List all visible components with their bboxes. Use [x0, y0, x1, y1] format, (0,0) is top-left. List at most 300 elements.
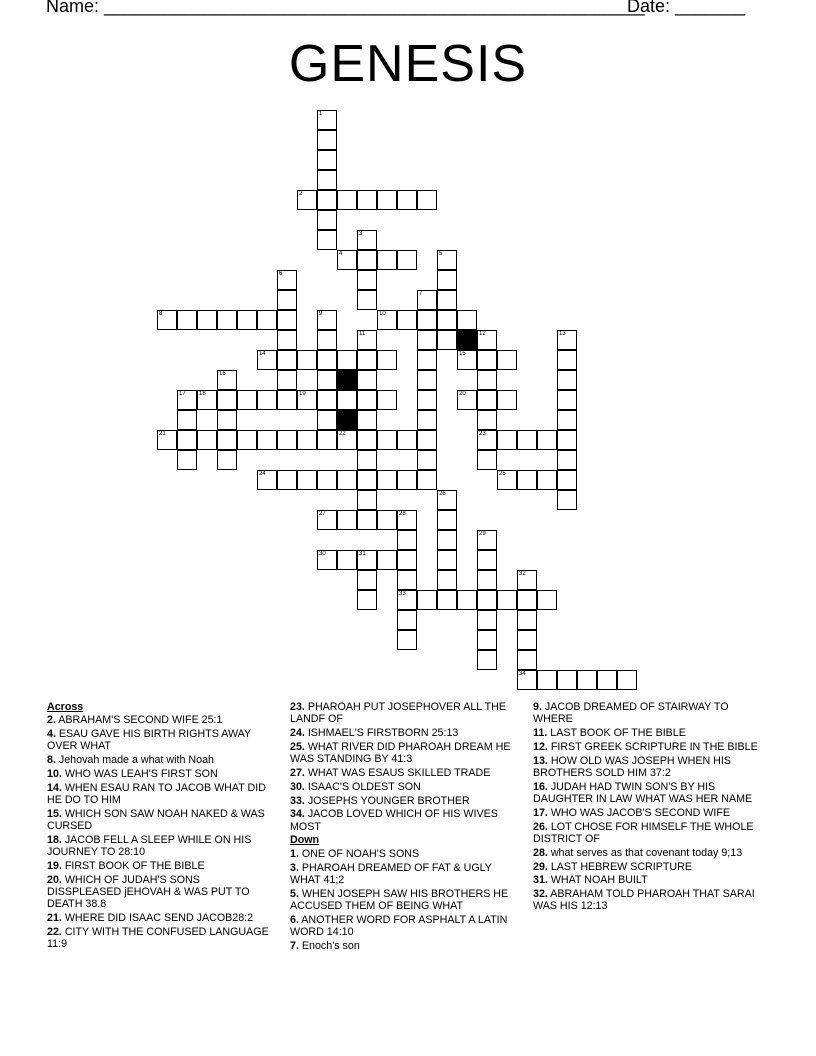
grid-cell[interactable] — [557, 330, 577, 350]
clue-number: 28. — [533, 846, 548, 859]
grid-cell[interactable] — [477, 450, 497, 470]
grid-cell[interactable] — [357, 570, 377, 590]
clue-text: ONE OF NOAH'S SONS — [298, 847, 420, 860]
clue-number: 3. — [290, 861, 299, 874]
clue-text: WHICH OF JUDAH'S SONS DISSPLEASED jEHOVAH & WAS PUT TO DEATH 38.8 — [47, 873, 250, 911]
cell-number: 18 — [199, 391, 206, 397]
clue-number: 19. — [47, 860, 62, 873]
grid-cell[interactable] — [377, 250, 397, 270]
grid-cell[interactable] — [437, 590, 457, 610]
clue-text: WHEN ESAU RAN TO JACOB WHAT DID HE DO TO HIM — [47, 781, 266, 807]
clue-number: 11. — [533, 727, 548, 740]
cell-number: 33 — [399, 591, 406, 597]
grid-cell[interactable] — [317, 330, 337, 350]
grid-cell[interactable] — [217, 430, 237, 450]
clue-number: 12. — [533, 740, 548, 753]
cell-number: 1 — [319, 111, 323, 117]
grid-cell[interactable] — [357, 410, 377, 430]
cell-number: 6 — [279, 271, 283, 277]
grid-cell[interactable] — [297, 190, 317, 210]
clue-number: 15. — [47, 807, 62, 820]
name-field[interactable]: Name: ______________________________________________________ — [46, 0, 645, 16]
cell-number: 22 — [339, 431, 346, 437]
cell-number: 32 — [519, 571, 526, 577]
cell-number: 19 — [299, 391, 306, 397]
clue-column-2 — [290, 701, 520, 954]
grid-cell[interactable] — [397, 570, 417, 590]
cell-number: 21 — [159, 431, 166, 437]
grid-cell[interactable] — [477, 590, 497, 610]
clue-item — [47, 808, 277, 833]
grid-cell[interactable] — [397, 250, 417, 270]
grid-cell[interactable] — [417, 410, 437, 430]
grid-cell[interactable] — [317, 230, 337, 250]
cell-number: 20 — [459, 391, 466, 397]
cell-number: 34 — [519, 671, 526, 677]
grid-cell[interactable] — [277, 330, 297, 350]
grid-cell[interactable] — [257, 310, 277, 330]
grid-cell[interactable] — [557, 390, 577, 410]
grid-cell[interactable] — [357, 370, 377, 390]
grid-cell[interactable] — [357, 350, 377, 370]
clue-text: ANOTHER WORD FOR ASPHALT A LATIN WORD 14:10 — [290, 913, 508, 939]
cell-number: 10 — [379, 311, 386, 317]
clue-item — [47, 834, 277, 859]
grid-cell[interactable] — [357, 190, 377, 210]
clue-number: 10. — [47, 767, 62, 780]
grid-cell[interactable] — [177, 450, 197, 470]
clue-number: 20. — [47, 873, 62, 886]
grid-cell[interactable] — [357, 250, 377, 270]
grid-cell[interactable] — [177, 430, 197, 450]
clue-text: WHAT NOAH BUILT — [547, 874, 648, 887]
clue-text: Enoch's son — [298, 939, 360, 952]
grid-cell[interactable] — [337, 430, 357, 450]
cell-number: 26 — [439, 491, 446, 497]
grid-cell[interactable] — [237, 430, 257, 450]
grid-cell[interactable] — [257, 350, 277, 370]
grid-cell[interactable] — [397, 430, 417, 450]
clue-item — [533, 741, 763, 753]
grid-cell[interactable] — [357, 590, 377, 610]
grid-cell[interactable] — [277, 370, 297, 390]
clue-number: 16. — [533, 780, 548, 793]
clue-item — [290, 767, 520, 779]
grid-cell[interactable] — [357, 470, 377, 490]
cell-number: 17 — [179, 391, 186, 397]
clue-number: 31. — [533, 874, 548, 887]
grid-cell[interactable] — [557, 430, 577, 450]
clue-number: 4. — [47, 728, 56, 741]
grid-cell[interactable] — [417, 350, 437, 370]
grid-cell[interactable] — [277, 430, 297, 450]
grid-cell[interactable] — [377, 350, 397, 370]
grid-cell[interactable] — [537, 590, 557, 610]
grid-cell[interactable] — [597, 670, 617, 690]
grid-cell[interactable] — [297, 470, 317, 490]
grid-cell[interactable] — [317, 410, 337, 430]
grid-cell[interactable] — [477, 630, 497, 650]
grid-cell[interactable] — [477, 650, 497, 670]
clue-item — [47, 782, 277, 807]
clue-number: 23. — [290, 701, 305, 713]
cell-number: 13 — [559, 331, 566, 337]
grid-cell[interactable] — [217, 410, 237, 430]
clue-item — [290, 914, 520, 939]
clue-item — [533, 781, 763, 806]
cell-number: 8 — [159, 311, 163, 317]
grid-cell[interactable] — [477, 350, 497, 370]
grid-cell[interactable] — [257, 430, 277, 450]
clue-number: 18. — [47, 833, 62, 846]
grid-cell[interactable] — [437, 290, 457, 310]
grid-cell[interactable] — [517, 670, 537, 690]
grid-cell[interactable] — [357, 290, 377, 310]
date-field[interactable]: Date: _______ — [627, 0, 746, 16]
grid-cell[interactable] — [337, 350, 357, 370]
grid-cell[interactable] — [557, 350, 577, 370]
grid-cell[interactable] — [317, 470, 337, 490]
clue-text: JACOB FELL A SLEEP WHILE ON HIS JOURNEY TO 28:10 — [47, 833, 252, 859]
grid-cell[interactable] — [477, 530, 497, 550]
cell-number: 25 — [499, 471, 506, 477]
cell-number: 23 — [479, 431, 486, 437]
clue-text: PHAROAH DREAMED OF FAT & UGLY WHAT 41;2 — [290, 861, 492, 886]
grid-cell[interactable] — [177, 390, 197, 410]
grid-cell[interactable] — [277, 350, 297, 370]
clue-number: 2. — [47, 714, 56, 727]
grid-cell[interactable] — [437, 270, 457, 290]
clue-number: 32. — [533, 888, 548, 901]
clue-text: HOW OLD WAS JOSEPH WHEN HIS BROTHERS SOLD HIM 37:2 — [533, 754, 731, 779]
clue-item — [533, 888, 763, 913]
grid-cell[interactable] — [537, 670, 557, 690]
page-title: GENESIS — [288, 35, 528, 93]
grid-cell[interactable] — [517, 630, 537, 650]
clue-item — [290, 781, 520, 793]
grid-cell[interactable] — [417, 330, 437, 350]
grid-cell[interactable] — [177, 410, 197, 430]
grid-cell[interactable] — [337, 510, 357, 530]
grid-cell[interactable] — [337, 470, 357, 490]
grid-cell[interactable] — [397, 590, 417, 610]
grid-cell[interactable] — [417, 370, 437, 390]
clue-text: LOT CHOSE FOR HIMSELF THE WHOLE DISTRICT OF — [533, 820, 754, 845]
grid-cell[interactable] — [497, 470, 517, 490]
grid-cell[interactable] — [437, 530, 457, 550]
blocked-cell — [457, 330, 477, 350]
grid-cell[interactable] — [477, 430, 497, 450]
grid-cell[interactable] — [157, 310, 177, 330]
clue-text: WHERE DID ISAAC SEND JACOB28:2 — [61, 912, 254, 925]
grid-cell[interactable] — [417, 590, 437, 610]
grid-cell[interactable] — [357, 550, 377, 570]
grid-cell[interactable] — [317, 510, 337, 530]
grid-cell[interactable] — [557, 490, 577, 510]
cell-number: 30 — [319, 551, 326, 557]
grid-cell[interactable] — [237, 310, 257, 330]
grid-cell[interactable] — [317, 190, 337, 210]
cell-number: 31 — [359, 551, 366, 557]
grid-cell[interactable] — [377, 390, 397, 410]
down-heading: Down — [290, 834, 320, 847]
clue-text: LAST BOOK OF THE BIBLE — [547, 727, 686, 740]
grid-cell[interactable] — [397, 530, 417, 550]
grid-cell[interactable] — [357, 450, 377, 470]
grid-cell[interactable] — [437, 250, 457, 270]
grid-cell[interactable] — [317, 310, 337, 330]
clue-text: WHO WAS JACOB'S SECOND WIFE — [547, 806, 731, 819]
grid-cell[interactable] — [357, 430, 377, 450]
grid-cell[interactable] — [377, 430, 397, 450]
clue-item — [47, 874, 277, 911]
clue-number: 21. — [47, 912, 62, 925]
clue-number: 17. — [533, 806, 548, 819]
clue-number: 7. — [290, 939, 299, 952]
grid-cell[interactable] — [357, 390, 377, 410]
clue-item — [533, 861, 763, 873]
grid-cell[interactable] — [417, 470, 437, 490]
cell-number: 28 — [399, 511, 406, 517]
grid-cell[interactable] — [457, 350, 477, 370]
grid-cell[interactable] — [437, 550, 457, 570]
grid-cell[interactable] — [457, 590, 477, 610]
clue-item — [47, 926, 277, 951]
grid-cell[interactable] — [217, 310, 237, 330]
grid-cell[interactable] — [317, 110, 337, 130]
clue-text: PHAROAH PUT JOSEPHOVER ALL THE LANDF OF — [290, 701, 506, 726]
grid-cell[interactable] — [477, 370, 497, 390]
grid-cell[interactable] — [277, 310, 297, 330]
grid-cell[interactable] — [397, 610, 417, 630]
grid-cell[interactable] — [517, 610, 537, 630]
grid-cell[interactable] — [497, 430, 517, 450]
cell-number: 9 — [319, 311, 323, 317]
cell-number: 16 — [219, 371, 226, 377]
grid-cell[interactable] — [337, 250, 357, 270]
clue-text: WHAT RIVER DID PHAROAH DREAM HE WAS STANDING BY 41:3 — [290, 740, 511, 766]
grid-cell[interactable] — [377, 190, 397, 210]
clue-number: 14. — [47, 781, 62, 794]
grid-cell[interactable] — [497, 350, 517, 370]
grid-cell[interactable] — [217, 390, 237, 410]
cell-number: 7 — [419, 291, 423, 297]
grid-cell[interactable] — [557, 470, 577, 490]
clue-number: 24. — [290, 727, 305, 740]
grid-cell[interactable] — [217, 450, 237, 470]
grid-cell[interactable] — [317, 350, 337, 370]
grid-cell[interactable] — [237, 390, 257, 410]
clue-text: ABRAHAM TOLD PHAROAH THAT SARAI WAS HIS 12:13 — [533, 888, 755, 913]
clue-number: 26. — [533, 820, 548, 833]
grid-cell[interactable] — [437, 570, 457, 590]
grid-cell[interactable] — [177, 310, 197, 330]
cell-number: 3 — [359, 231, 363, 237]
clue-text: LAST HEBREW SCRIPTURE — [547, 860, 692, 873]
grid-cell[interactable] — [477, 330, 497, 350]
clue-text: WHAT WAS ESAUS SKILLED TRADE — [304, 766, 491, 779]
clue-item — [533, 755, 763, 780]
blocked-cell — [337, 370, 357, 390]
grid-cell[interactable] — [197, 390, 217, 410]
clue-number: 30. — [290, 780, 305, 793]
grid-cell[interactable] — [377, 510, 397, 530]
clue-item — [290, 701, 520, 726]
grid-cell[interactable] — [557, 450, 577, 470]
grid-cell[interactable] — [297, 430, 317, 450]
clue-item — [533, 847, 763, 859]
grid-cell[interactable] — [437, 510, 457, 530]
clue-number: 13. — [533, 754, 548, 767]
grid-cell[interactable] — [457, 390, 477, 410]
grid-cell[interactable] — [517, 650, 537, 670]
clue-item — [533, 874, 763, 886]
grid-cell[interactable] — [557, 370, 577, 390]
grid-cell[interactable] — [357, 510, 377, 530]
grid-cell[interactable] — [337, 550, 357, 570]
grid-cell[interactable] — [397, 470, 417, 490]
clue-item — [290, 888, 520, 913]
across-heading: Across — [47, 701, 84, 713]
grid-cell[interactable] — [357, 490, 377, 510]
grid-cell[interactable] — [517, 570, 537, 590]
grid-cell[interactable] — [297, 390, 317, 410]
grid-cell[interactable] — [297, 350, 317, 370]
grid-cell[interactable] — [317, 130, 337, 150]
grid-cell[interactable] — [317, 390, 337, 410]
grid-cell[interactable] — [357, 230, 377, 250]
clue-text: ISAAC'S OLDEST SON — [304, 780, 421, 793]
grid-cell[interactable] — [517, 590, 537, 610]
clue-text: WHEN JOSEPH SAW HIS BROTHERS HE ACCUSED THEM OF BEING WHAT — [290, 887, 509, 912]
clue-item — [290, 862, 520, 887]
grid-cell[interactable] — [417, 190, 437, 210]
grid-cell[interactable] — [397, 310, 417, 330]
grid-cell[interactable] — [437, 330, 457, 350]
clue-item — [47, 860, 277, 872]
grid-cell[interactable] — [497, 390, 517, 410]
grid-cell[interactable] — [357, 330, 377, 350]
grid-cell[interactable] — [397, 630, 417, 650]
clue-item — [290, 741, 520, 766]
grid-cell[interactable] — [197, 430, 217, 450]
grid-cell[interactable] — [277, 470, 297, 490]
grid-cell[interactable] — [417, 430, 437, 450]
clue-item — [290, 795, 520, 807]
grid-cell[interactable] — [477, 610, 497, 630]
grid-cell[interactable] — [317, 170, 337, 190]
grid-cell[interactable] — [397, 550, 417, 570]
clue-item — [47, 754, 277, 766]
grid-cell[interactable] — [417, 310, 437, 330]
grid-cell[interactable] — [317, 370, 337, 390]
grid-cell[interactable] — [397, 190, 417, 210]
grid-cell[interactable] — [277, 290, 297, 310]
clue-number: 33. — [290, 794, 305, 807]
grid-cell[interactable] — [277, 270, 297, 290]
grid-cell[interactable] — [217, 370, 237, 390]
grid-cell[interactable] — [377, 310, 397, 330]
clue-item — [290, 940, 520, 952]
grid-cell[interactable] — [277, 390, 297, 410]
grid-cell[interactable] — [517, 430, 537, 450]
clue-text: ABRAHAM'S SECOND WIFE 25:1 — [55, 714, 223, 727]
grid-cell[interactable] — [537, 470, 557, 490]
clue-text: JUDAH HAD TWIN SON'S BY HIS DAUGHTER IN LAW WHAT WAS HER NAME — [533, 780, 753, 806]
clue-number: 22. — [47, 926, 62, 939]
grid-cell[interactable] — [317, 550, 337, 570]
clue-text: FIRST GREEK SCRIPTURE IN THE BIBLE — [547, 740, 758, 753]
grid-cell[interactable] — [437, 490, 457, 510]
clue-number: 1. — [290, 847, 299, 860]
grid-cell[interactable] — [317, 210, 337, 230]
grid-cell[interactable] — [417, 450, 437, 470]
grid-cell[interactable] — [517, 470, 537, 490]
grid-cell[interactable] — [557, 410, 577, 430]
grid-cell[interactable] — [197, 310, 217, 330]
grid-cell[interactable] — [317, 150, 337, 170]
cell-number: 27 — [319, 511, 326, 517]
clue-item — [290, 808, 520, 833]
grid-cell[interactable] — [477, 410, 497, 430]
grid-cell[interactable] — [617, 670, 637, 690]
grid-cell[interactable] — [157, 430, 177, 450]
grid-cell[interactable] — [577, 670, 597, 690]
clue-number: 34. — [290, 808, 305, 821]
grid-cell[interactable] — [437, 310, 457, 330]
grid-cell[interactable] — [537, 430, 557, 450]
clue-item — [47, 728, 277, 753]
grid-cell[interactable] — [417, 290, 437, 310]
cell-number: 15 — [459, 351, 466, 357]
clue-text: CITY WITH THE CONFUSED LANGUAGE 11:9 — [47, 926, 269, 951]
clue-text: ESAU GAVE HIS BIRTH RIGHTS AWAY OVER WHAT — [47, 728, 251, 753]
clue-item — [290, 727, 520, 739]
clue-number: 27. — [290, 766, 305, 779]
grid-cell[interactable] — [377, 470, 397, 490]
clue-item — [533, 821, 763, 846]
grid-cell[interactable] — [397, 510, 417, 530]
clue-text: FIRST BOOK OF THE BIBLE — [61, 860, 205, 873]
grid-cell[interactable] — [357, 270, 377, 290]
cell-number: 14 — [259, 351, 266, 357]
clue-item — [533, 807, 763, 819]
grid-cell[interactable] — [257, 390, 277, 410]
grid-cell[interactable] — [377, 550, 397, 570]
grid-cell[interactable] — [477, 550, 497, 570]
clue-number: 5. — [290, 887, 299, 900]
grid-cell[interactable] — [317, 430, 337, 450]
grid-cell[interactable] — [477, 570, 497, 590]
blocked-cell — [337, 410, 357, 430]
grid-cell[interactable] — [417, 390, 437, 410]
clue-number: 29. — [533, 860, 548, 873]
grid-cell[interactable] — [557, 670, 577, 690]
clue-text: what serves as that covenant today 9;13 — [547, 846, 743, 859]
grid-cell[interactable] — [477, 390, 497, 410]
grid-cell[interactable] — [457, 310, 477, 330]
clue-text: Jehovah made a what with Noah — [55, 754, 214, 767]
clue-column-1 — [47, 701, 277, 952]
grid-cell[interactable] — [257, 470, 277, 490]
grid-cell[interactable] — [337, 190, 357, 210]
clue-text: JACOB DREAMED OF STAIRWAY TO WHERE — [533, 701, 729, 726]
grid-cell[interactable] — [497, 590, 517, 610]
grid-cell[interactable] — [337, 390, 357, 410]
cell-number: 5 — [439, 251, 443, 257]
cell-number: 12 — [479, 331, 486, 337]
cell-number: 24 — [259, 471, 266, 477]
